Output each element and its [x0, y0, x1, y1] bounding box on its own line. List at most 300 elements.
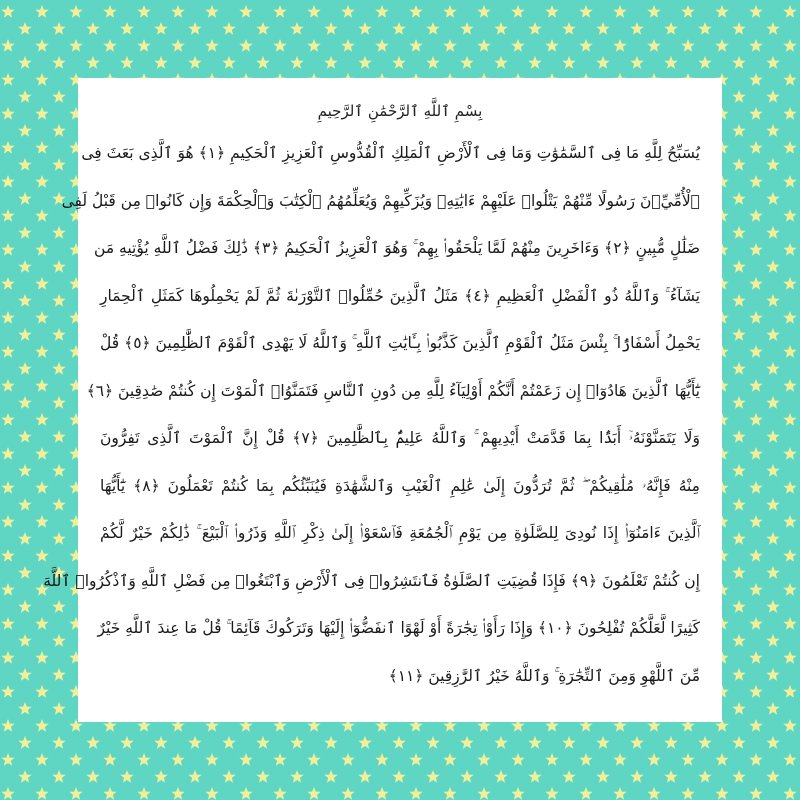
star-icon	[35, 651, 48, 664]
star-icon	[239, 787, 252, 800]
verse-line: كَثِيرًا لَّعَلَّكُمْ تُفْلِحُونَ ﴿١٠﴾ وَإِذَا رَأَوْا۟ تِجَٰرَةً أَوْ لَهْوًا ٱنفَضُّوٓا۟ إِلَيْهَا وَتَرَكُوكَ قَآئِمًا ۚ قُلْ مَا عِندَ ٱللَّهِ خَيْرٌ	[97, 619, 700, 637]
star-icon	[766, 634, 779, 647]
star-icon	[52, 260, 65, 273]
verse-line: إِن كُنتُمْ تَعْلَمُونَ ﴿٩﴾ فَإِذَا قُضِيَتِ ٱلصَّلَوٰةُ فَٱنتَشِرُوا۟ فِى ٱلْأَرْضِ وَٱبْتَغُوا۟ مِن فَضْلِ ٱللَّهِ وَٱذْكُرُوا۟ ٱللَّهَ	[43, 571, 700, 590]
star-icon	[613, 5, 626, 18]
star-icon	[766, 226, 779, 239]
star-icon	[358, 770, 371, 783]
star-icon	[35, 617, 48, 630]
star-icon	[35, 379, 48, 392]
verse-line: يُسَبِّحُ لِلَّهِ مَا فِى ٱلسَّمَٰوَٰتِ وَمَا فِى ٱلْأَرْضِ ٱلْمَلِكِ ٱلْقُدُّوسِ ٱلْعَزِيزِ ٱلْحَكِيمِ ﴿١﴾ هُوَ ٱلَّذِى بَعَثَ فِى	[81, 144, 700, 162]
star-icon	[681, 753, 694, 766]
star-icon	[749, 481, 762, 494]
star-icon	[18, 192, 31, 205]
star-icon	[732, 22, 745, 35]
star-icon	[749, 413, 762, 426]
star-icon	[409, 5, 422, 18]
star-icon	[630, 56, 643, 69]
star-icon	[35, 413, 48, 426]
star-icon	[35, 107, 48, 120]
star-icon	[749, 515, 762, 528]
star-icon	[154, 22, 167, 35]
star-icon	[766, 192, 779, 205]
star-icon	[732, 328, 745, 341]
star-icon	[341, 5, 354, 18]
star-icon	[18, 294, 31, 307]
quran-page	[43, 78, 722, 722]
star-icon	[188, 56, 201, 69]
star-icon	[783, 413, 796, 426]
star-icon	[647, 5, 660, 18]
verse-line: مِّنَ ٱللَّهْوِ وَمِنَ ٱلتِّجَٰرَةِ ۚ وَٱللَّهُ خَيْرُ ٱلرَّٰزِقِينَ ﴿١١﴾	[388, 666, 700, 685]
star-icon	[766, 566, 779, 579]
star-icon	[545, 753, 558, 766]
star-icon	[358, 56, 371, 69]
star-icon	[358, 22, 371, 35]
star-icon	[426, 22, 439, 35]
star-icon	[783, 141, 796, 154]
star-icon	[749, 175, 762, 188]
star-icon	[52, 362, 65, 375]
star-icon	[749, 141, 762, 154]
star-icon	[647, 753, 660, 766]
star-icon	[477, 787, 490, 800]
star-icon	[52, 294, 65, 307]
star-icon	[732, 498, 745, 511]
star-icon	[392, 770, 405, 783]
star-icon	[205, 5, 218, 18]
star-icon	[783, 583, 796, 596]
star-icon	[52, 22, 65, 35]
star-icon	[222, 56, 235, 69]
star-icon	[409, 787, 422, 800]
star-icon	[732, 260, 745, 273]
star-icon	[52, 532, 65, 545]
star-icon	[766, 90, 779, 103]
star-icon	[324, 736, 337, 749]
star-icon	[630, 22, 643, 35]
star-icon	[698, 56, 711, 69]
star-icon	[732, 702, 745, 715]
star-icon	[52, 158, 65, 171]
star-icon	[205, 787, 218, 800]
star-icon	[239, 39, 252, 52]
star-icon	[783, 379, 796, 392]
star-icon	[783, 515, 796, 528]
star-icon	[528, 770, 541, 783]
star-icon	[35, 311, 48, 324]
star-icon	[732, 192, 745, 205]
star-icon	[749, 243, 762, 256]
star-icon	[35, 277, 48, 290]
star-icon	[766, 430, 779, 443]
star-icon	[460, 770, 473, 783]
verse-line: يَشَآءُ ۚ وَٱللَّهُ ذُو ٱلْفَضْلِ ٱلْعَظِيمِ ﴿٤﴾ مَثَلُ ٱلَّذِينَ حُمِّلُوا۟ ٱلتَّوْرَىٰةَ ثُمَّ لَمْ يَحْمِلُوهَا كَمَثَلِ ٱلْحِمَارِ	[100, 286, 700, 305]
star-icon	[375, 5, 388, 18]
star-icon	[749, 685, 762, 698]
star-icon	[18, 702, 31, 715]
star-icon	[120, 56, 133, 69]
star-icon	[35, 175, 48, 188]
star-icon	[52, 90, 65, 103]
star-icon	[273, 753, 286, 766]
star-icon	[154, 736, 167, 749]
star-icon	[477, 5, 490, 18]
star-icon	[1, 481, 14, 494]
star-icon	[426, 770, 439, 783]
verse-line: وَلَا يَتَمَنَّوْنَهُۥٓ أَبَدًۢا بِمَا قَدَّمَتْ أَيْدِيهِمْ ۚ وَٱللَّهُ عَلِيمٌۢ بِٱلظَّٰلِمِينَ ﴿٧﴾ قُلْ إِنَّ ٱلْمَوْتَ ٱلَّذِى تَفِرُّونَ	[100, 429, 700, 447]
star-icon	[69, 39, 82, 52]
star-icon	[698, 736, 711, 749]
star-icon	[783, 549, 796, 562]
star-icon	[783, 73, 796, 86]
star-icon	[324, 56, 337, 69]
star-icon	[511, 787, 524, 800]
star-icon	[732, 124, 745, 137]
star-icon	[86, 22, 99, 35]
star-icon	[1, 787, 14, 800]
star-icon	[52, 668, 65, 681]
star-icon	[579, 39, 592, 52]
star-icon	[460, 736, 473, 749]
star-icon	[1, 311, 14, 324]
star-icon	[290, 56, 303, 69]
star-icon	[222, 770, 235, 783]
star-icon	[137, 5, 150, 18]
star-icon	[732, 770, 745, 783]
star-icon	[749, 311, 762, 324]
star-icon	[154, 770, 167, 783]
star-icon	[52, 430, 65, 443]
star-icon	[749, 107, 762, 120]
star-icon	[596, 22, 609, 35]
star-icon	[732, 226, 745, 239]
star-icon	[18, 226, 31, 239]
star-icon	[783, 719, 796, 732]
star-icon	[273, 787, 286, 800]
star-icon	[35, 73, 48, 86]
star-icon	[664, 56, 677, 69]
star-icon	[732, 668, 745, 681]
star-icon	[18, 464, 31, 477]
star-icon	[35, 753, 48, 766]
star-icon	[766, 498, 779, 511]
star-icon	[647, 39, 660, 52]
star-icon	[732, 56, 745, 69]
star-icon	[562, 770, 575, 783]
star-icon	[18, 124, 31, 137]
star-icon	[766, 600, 779, 613]
star-icon	[528, 56, 541, 69]
star-icon	[171, 753, 184, 766]
star-icon	[52, 226, 65, 239]
star-icon	[477, 753, 490, 766]
star-icon	[307, 39, 320, 52]
star-icon	[35, 447, 48, 460]
star-icon	[375, 753, 388, 766]
star-icon	[596, 770, 609, 783]
star-icon	[749, 651, 762, 664]
verse-line: يَٰٓأَيُّهَا ٱلَّذِينَ هَادُوٓا۟ إِن زَعَمْتُمْ أَنَّكُمْ أَوْلِيَآءُ لِلَّهِ مِن دُونِ ٱلنَّاسِ فَتَمَنَّوُا۟ ٱلْمَوْتَ إِن كُنتُمْ صَٰدِقِينَ ﴿٦﴾	[86, 381, 700, 400]
star-icon	[698, 22, 711, 35]
star-icon	[341, 753, 354, 766]
star-icon	[766, 770, 779, 783]
verse-block	[43, 130, 701, 700]
star-icon	[18, 260, 31, 273]
star-icon	[307, 5, 320, 18]
star-icon	[358, 736, 371, 749]
star-icon	[494, 56, 507, 69]
star-icon	[664, 736, 677, 749]
star-icon	[35, 719, 48, 732]
star-icon	[511, 5, 524, 18]
star-icon	[273, 39, 286, 52]
star-icon	[307, 787, 320, 800]
star-icon	[749, 277, 762, 290]
star-icon	[392, 22, 405, 35]
star-icon	[18, 566, 31, 579]
star-icon	[290, 22, 303, 35]
star-icon	[630, 736, 643, 749]
star-icon	[1, 617, 14, 630]
star-icon	[290, 770, 303, 783]
star-icon	[18, 362, 31, 375]
star-icon	[766, 668, 779, 681]
star-icon	[324, 22, 337, 35]
star-icon	[171, 787, 184, 800]
star-icon	[596, 736, 609, 749]
star-icon	[732, 294, 745, 307]
star-icon	[18, 396, 31, 409]
star-icon	[766, 158, 779, 171]
star-icon	[783, 651, 796, 664]
star-icon	[18, 736, 31, 749]
star-icon	[528, 736, 541, 749]
star-icon	[732, 158, 745, 171]
star-icon	[18, 634, 31, 647]
star-icon	[341, 787, 354, 800]
star-icon	[256, 56, 269, 69]
star-icon	[766, 124, 779, 137]
star-icon	[443, 39, 456, 52]
star-icon	[494, 736, 507, 749]
star-icon	[103, 5, 116, 18]
verse-line: ٱلْأُمِّيِّۦنَ رَسُولًا مِّنْهُمْ يَتْلُوا۟ عَلَيْهِمْ ءَايَٰتِهِۦ وَيُزَكِّيهِمْ وَيُعَلِّمُهُمُ ٱلْكِتَٰبَ وَٱلْحِكْمَةَ وَإِن كَانُوا۟ مِن قَبْلُ لَفِى	[61, 191, 700, 210]
star-icon	[630, 770, 643, 783]
star-icon	[1, 549, 14, 562]
star-icon	[18, 328, 31, 341]
star-icon	[35, 243, 48, 256]
star-icon	[18, 430, 31, 443]
star-icon	[290, 736, 303, 749]
star-icon	[715, 787, 728, 800]
star-icon	[766, 22, 779, 35]
star-icon	[35, 141, 48, 154]
star-icon	[52, 396, 65, 409]
star-icon	[613, 787, 626, 800]
star-icon	[783, 243, 796, 256]
star-icon	[732, 600, 745, 613]
star-icon	[256, 736, 269, 749]
star-icon	[732, 464, 745, 477]
star-icon	[783, 685, 796, 698]
star-icon	[86, 770, 99, 783]
star-icon	[426, 56, 439, 69]
star-icon	[783, 5, 796, 18]
star-icon	[1, 175, 14, 188]
star-icon	[307, 753, 320, 766]
star-icon	[1, 651, 14, 664]
star-icon	[1, 447, 14, 460]
star-icon	[171, 5, 184, 18]
star-icon	[1, 73, 14, 86]
star-icon	[120, 22, 133, 35]
star-icon	[1, 5, 14, 18]
star-icon	[732, 396, 745, 409]
star-icon	[579, 753, 592, 766]
star-icon	[460, 56, 473, 69]
star-icon	[1, 515, 14, 528]
star-icon	[494, 22, 507, 35]
star-icon	[749, 549, 762, 562]
star-icon	[35, 787, 48, 800]
star-icon	[562, 22, 575, 35]
star-icon	[86, 736, 99, 749]
star-icon	[188, 22, 201, 35]
star-icon	[545, 787, 558, 800]
star-icon	[52, 736, 65, 749]
star-icon	[188, 770, 201, 783]
star-icon	[188, 736, 201, 749]
star-icon	[732, 634, 745, 647]
star-icon	[749, 753, 762, 766]
star-icon	[1, 583, 14, 596]
star-icon	[783, 787, 796, 800]
star-icon	[749, 787, 762, 800]
star-icon	[613, 753, 626, 766]
star-icon	[120, 770, 133, 783]
star-icon	[1, 39, 14, 52]
star-icon	[35, 345, 48, 358]
star-icon	[715, 5, 728, 18]
star-icon	[154, 56, 167, 69]
star-icon	[52, 702, 65, 715]
star-icon	[511, 39, 524, 52]
star-icon	[103, 39, 116, 52]
star-icon	[766, 464, 779, 477]
star-icon	[545, 5, 558, 18]
star-icon	[613, 39, 626, 52]
star-icon	[783, 617, 796, 630]
star-icon	[18, 532, 31, 545]
star-icon	[681, 787, 694, 800]
star-icon	[732, 430, 745, 443]
star-icon	[375, 39, 388, 52]
star-icon	[749, 39, 762, 52]
star-icon	[35, 515, 48, 528]
star-icon	[103, 753, 116, 766]
star-icon	[766, 362, 779, 375]
star-icon	[596, 56, 609, 69]
star-icon	[273, 5, 286, 18]
star-icon	[511, 753, 524, 766]
star-icon	[749, 209, 762, 222]
star-icon	[749, 719, 762, 732]
star-icon	[783, 277, 796, 290]
star-icon	[69, 753, 82, 766]
star-icon	[1, 345, 14, 358]
star-icon	[392, 736, 405, 749]
star-icon	[783, 447, 796, 460]
star-icon	[749, 379, 762, 392]
star-icon	[1, 141, 14, 154]
star-icon	[732, 566, 745, 579]
star-icon	[222, 736, 235, 749]
star-icon	[766, 328, 779, 341]
star-icon	[766, 736, 779, 749]
star-icon	[1, 243, 14, 256]
star-icon	[52, 328, 65, 341]
star-icon	[1, 753, 14, 766]
star-icon	[1, 379, 14, 392]
star-icon	[341, 39, 354, 52]
star-icon	[766, 56, 779, 69]
star-icon	[35, 39, 48, 52]
star-icon	[528, 22, 541, 35]
star-icon	[120, 736, 133, 749]
star-icon	[256, 770, 269, 783]
star-icon	[545, 39, 558, 52]
star-icon	[732, 90, 745, 103]
star-icon	[766, 702, 779, 715]
star-icon	[52, 56, 65, 69]
verse-line: ٱلَّذِينَ ءَامَنُوٓا۟ إِذَا نُودِىَ لِلصَّلَوٰةِ مِن يَوْمِ ٱلْجُمُعَةِ فَٱسْعَوْا۟ إِلَىٰ ذِكْرِ ٱللَّهِ وَذَرُوا۟ ٱلْبَيْعَ ۚ ذَٰلِكُمْ خَيْرٌ لَّكُمْ	[100, 524, 701, 542]
star-icon	[732, 532, 745, 545]
star-icon	[443, 787, 456, 800]
star-icon	[562, 736, 575, 749]
star-icon	[256, 22, 269, 35]
star-icon	[69, 5, 82, 18]
star-icon	[783, 107, 796, 120]
star-icon	[749, 345, 762, 358]
star-icon	[494, 770, 507, 783]
star-icon	[239, 753, 252, 766]
star-icon	[783, 311, 796, 324]
basmala-heading: بِسْمِ ٱللَّهِ ٱلرَّحْمَٰنِ ٱلرَّحِيمِ	[317, 102, 483, 120]
star-icon	[1, 719, 14, 732]
star-icon	[664, 22, 677, 35]
star-icon	[783, 175, 796, 188]
star-icon	[562, 56, 575, 69]
star-icon	[766, 532, 779, 545]
star-icon	[18, 90, 31, 103]
star-icon	[477, 39, 490, 52]
star-icon	[783, 209, 796, 222]
star-icon	[52, 634, 65, 647]
star-icon	[783, 345, 796, 358]
star-icon	[426, 736, 439, 749]
star-icon	[732, 362, 745, 375]
star-icon	[52, 124, 65, 137]
star-icon	[443, 753, 456, 766]
star-icon	[783, 481, 796, 494]
star-icon	[681, 5, 694, 18]
star-icon	[35, 481, 48, 494]
star-icon	[766, 260, 779, 273]
star-icon	[766, 396, 779, 409]
star-icon	[749, 617, 762, 630]
star-icon	[443, 5, 456, 18]
